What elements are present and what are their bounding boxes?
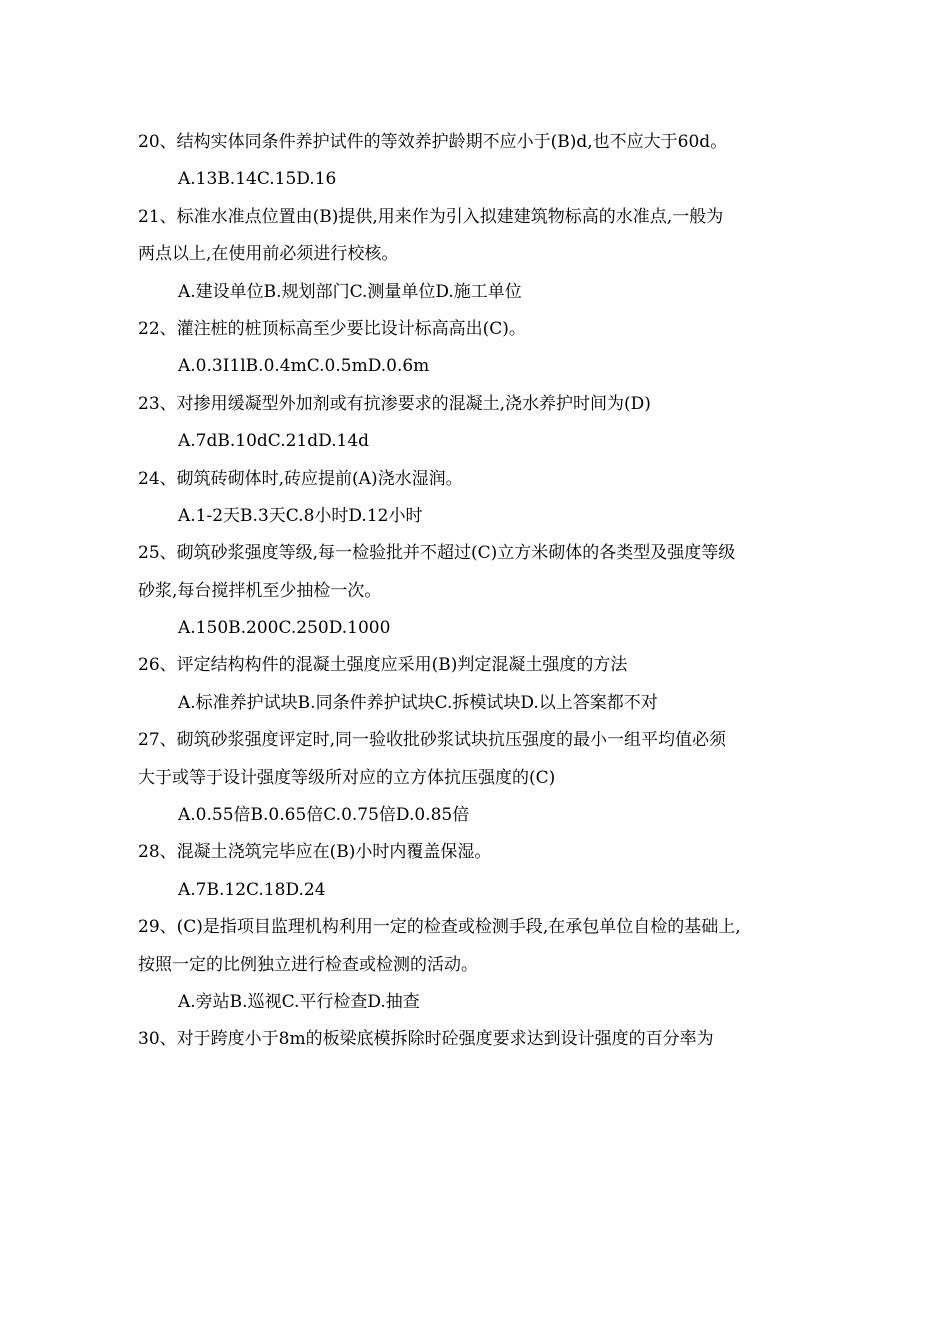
question-26-stem-line-1: 26、评定结构构件的混凝土强度应采用(B)判定混凝土强度的方法 — [138, 655, 628, 676]
question-27-options: A.0.55倍B.0.65倍C.0.75倍D.0.85倍 — [178, 805, 470, 826]
question-29-options: A.旁站B.巡视C.平行检查D.抽查 — [178, 991, 420, 1012]
question-25-stem-line-1: 25、砌筑砂浆强度等级,每一检验批并不超过(C)立方米砌体的各类型及强度等级 — [138, 543, 736, 564]
question-20-stem-line-1: 20、结构实体同条件养护试件的等效养护龄期不应小于(B)d,也不应大于60d。 — [138, 132, 728, 152]
question-24-stem-line-1: 24、砌筑砖砌体时,砖应提前(A)浇水湿润。 — [138, 468, 463, 489]
question-25-stem-line-2: 砂浆,每台搅拌机至少抽检一次。 — [138, 580, 382, 601]
question-21-stem-line-2: 两点以上,在使用前必须进行校核。 — [138, 244, 399, 265]
question-20-options: A.13B.14C.15D.16 — [178, 169, 337, 190]
question-list — [138, 124, 838, 1059]
question-26-options: A.标准养护试块B.同条件养护试块C.拆模试块D.以上答案都不对 — [178, 692, 658, 713]
question-23-options: A.7dB.10dC.21dD.14d — [178, 431, 370, 452]
question-30-stem-line-1: 30、对于跨度小于8m的板梁底模拆除时砼强度要求达到设计强度的百分率为 — [138, 1029, 714, 1050]
question-29-stem-line-2: 按照一定的比例独立进行检查或检测的活动。 — [138, 954, 478, 975]
question-27-stem-line-1: 27、砌筑砂浆强度评定时,同一验收批砂浆试块抗压强度的最小一组平均值必须 — [138, 730, 727, 751]
question-21-stem-line-1: 21、标准水准点位置由(B)提供,用来作为引入拟建建筑物标高的水准点,一般为 — [138, 206, 724, 227]
question-22-stem-line-1: 22、灌注桩的桩顶标高至少要比设计标高高出(C)。 — [138, 318, 526, 339]
question-27-stem-line-2: 大于或等于设计强度等级所对应的立方体抗压强度的(C) — [138, 767, 556, 788]
question-28-options: A.7B.12C.18D.24 — [178, 879, 326, 900]
question-29-stem-line-1: 29、(C)是指项目监理机构利用一定的检查或检测手段,在承包单位自检的基础上, — [138, 917, 741, 938]
question-25-options: A.150B.200C.250D.1000 — [178, 618, 391, 639]
question-24-options: A.1-2天B.3天C.8小时D.12小时 — [178, 505, 423, 526]
question-21-options: A.建设单位B.规划部门C.测量单位D.施工单位 — [178, 281, 522, 302]
question-23-stem-line-1: 23、对掺用缓凝型外加剂或有抗渗要求的混凝土,浇水养护时间为(D) — [138, 393, 651, 414]
question-22-options: A.0.3I1lB.0.4mC.0.5mD.0.6m — [178, 356, 430, 377]
question-28-stem-line-1: 28、混凝土浇筑完毕应在(B)小时内覆盖保湿。 — [138, 842, 492, 863]
